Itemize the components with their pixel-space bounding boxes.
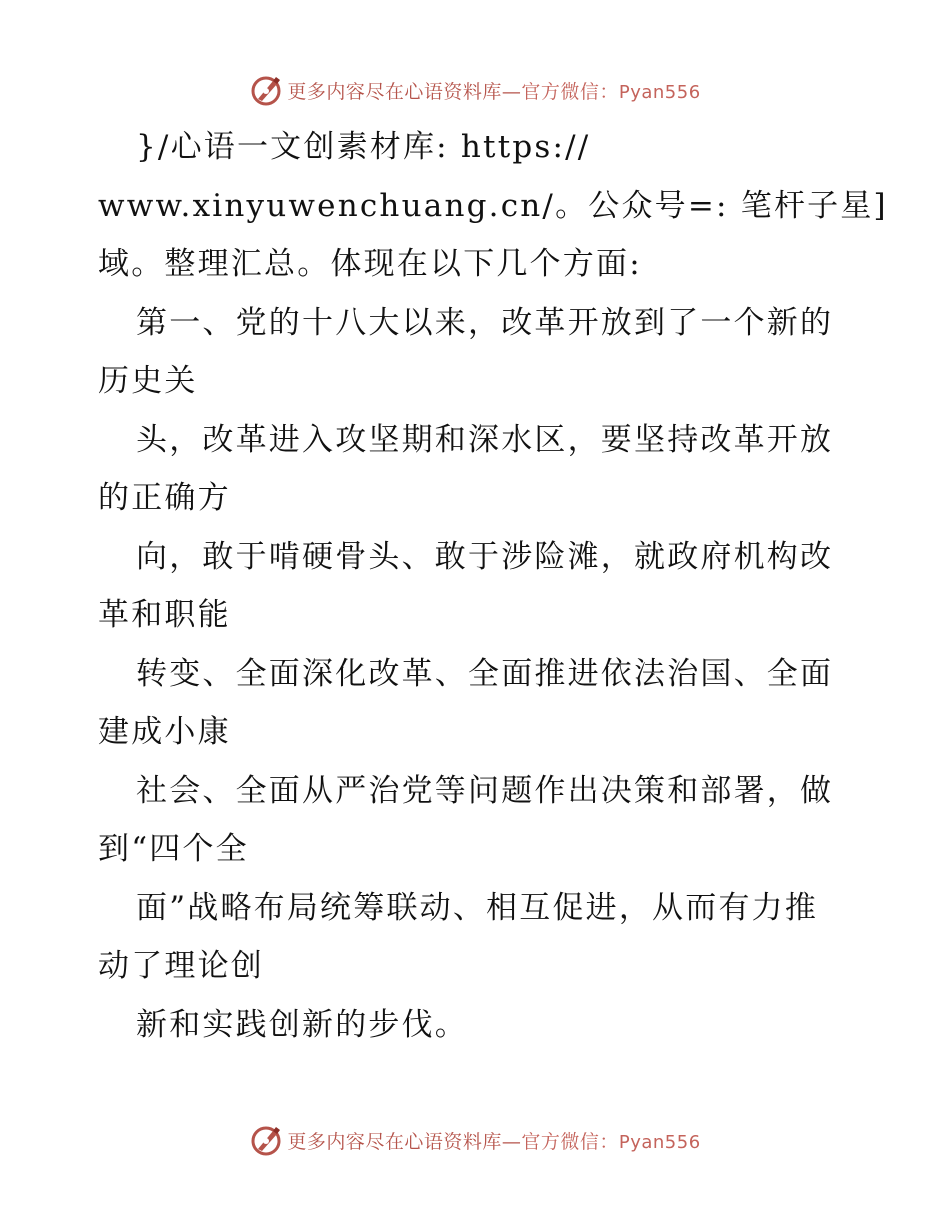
body-line: 革和职能 (98, 597, 231, 633)
body-line: www.xinyuwenchuang.cn/。公众号=: 笔杆子星] (98, 187, 888, 224)
footer-text (287, 1127, 700, 1154)
body-line: 转变、全面深化改革、全面推进依法治国、全面 (136, 655, 834, 692)
document-body (98, 118, 888, 1054)
footer-banner (0, 1120, 950, 1160)
footer-wechat-id: Pyan556 (618, 1131, 701, 1153)
body-line: 社会、全面从严治党等问题作出决策和部署，做 (136, 772, 834, 809)
body-line: 的正确方 (98, 480, 231, 516)
footer-wechat-label: 官方微信： (521, 1130, 619, 1153)
body-line: 历史关 (98, 363, 198, 399)
header-banner (0, 70, 950, 110)
body-line: }/心语一文创素材库: https:// (136, 129, 591, 165)
footer-brand: 更多内容尽在心语资料库 (287, 1130, 502, 1153)
body-line: 面”战略布局统筹联动、相互促进，从而有力推 (136, 889, 819, 926)
header-text (287, 77, 700, 104)
header-dash: — (501, 80, 522, 103)
body-line: 向，敢于啃硬骨头、敢于涉险滩，就政府机构改 (136, 538, 834, 575)
body-line: 到“四个全 (98, 831, 249, 867)
body-line: 头，改革进入攻坚期和深水区，要坚持改革开放 (136, 421, 834, 458)
header-wechat-id: Pyan556 (618, 81, 701, 103)
header-brand: 更多内容尽在心语资料库 (287, 80, 502, 103)
header-wechat-label: 官方微信： (521, 80, 619, 103)
body-line: 域。整理汇总。体现在以下几个方面: (98, 246, 642, 282)
body-line: 建成小康 (98, 714, 231, 750)
body-line: 第一、党的十八大以来，改革开放到了一个新的 (136, 304, 834, 341)
body-line: 动了理论创 (98, 948, 264, 984)
pen-logo-icon (249, 73, 283, 107)
pen-logo-icon (249, 1123, 283, 1157)
footer-dash: — (501, 1130, 522, 1153)
body-line: 新和实践创新的步伐。 (136, 1006, 468, 1043)
